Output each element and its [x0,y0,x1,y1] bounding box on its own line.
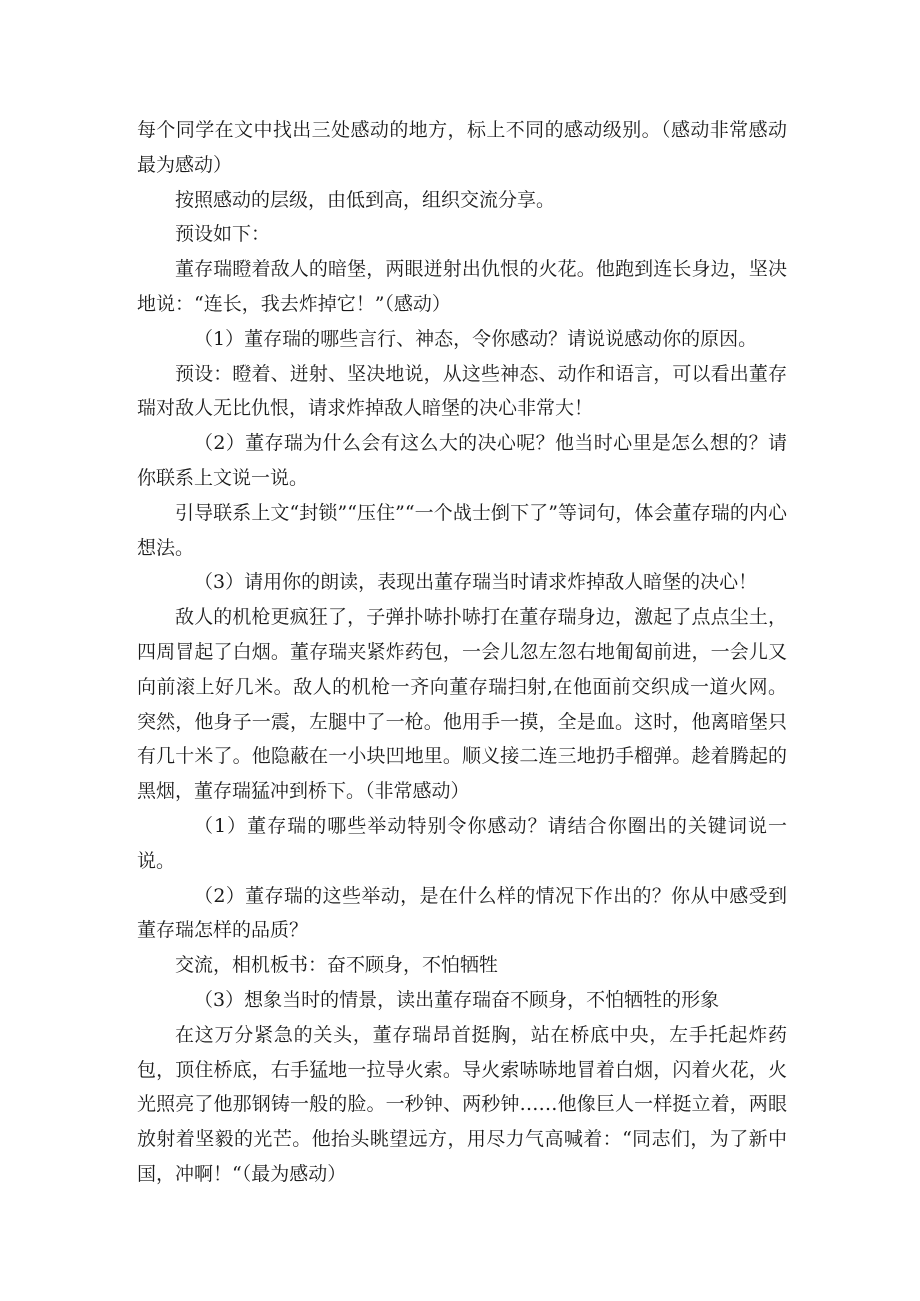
paragraph-excerpt-2: 敌人的机枪更疯狂了，子弹扑哧扑哧打在董存瑞身边，激起了点点尘土，四周冒起了白烟。董存瑞夹紧炸药包，一会儿忽左忽右地匍匐前进，一会儿又向前滚上好几米。敌人的机枪一齐向董存瑞扫射,在他面前交织成一道火网。突然，他身子一震，左腿中了一枪。他用手一摸，全是血。这时，他离暗堡只有几十米了。他隐蔽在一小块凹地里。顺义接二连三地扔手榴弹。趁着腾起的黑烟，董存瑞猛冲到桥下。（非常感动） [137,606,787,803]
document-body [137,113,787,1192]
question-1-3: （3）请用你的朗读，表现出董存瑞当时请求炸掉敌人暗堡的决心！ [194,571,758,594]
paragraph-instruction: 每个同学在文中找出三处感动的地方，标上不同的感动级别。（感动非常感动最为感动） [137,119,787,176]
paragraph-preset-heading: 预设如下： [175,223,271,246]
paragraph-sharing-order: 按照感动的层级，由低到高，组织交流分享。 [175,188,556,211]
question-1-2: （2）董存瑞为什么会有这么大的决心呢？他当时心里是怎么想的？请你联系上文说一说。 [137,432,787,489]
paragraph-blackboard: 交流，相机板书：奋不顾身，不怕牺牲 [175,954,499,977]
paragraph-excerpt-1: 董存瑞瞪着敌人的暗堡，两眼迸射出仇恨的火花。他跑到连长身边，坚决地说：“连长，我去炸掉它！”（感动） [137,258,787,315]
paragraph-excerpt-3: 在这万分紧急的关头，董存瑞昂首挺胸，站在桥底中央，左手托起炸药包，顶住桥底，右手猛地一拉导火索。导火索哧哧地冒着白烟，闪着火花，火光照亮了他那钢铸一般的脸。一秒钟、两秒钟……他像巨人一样挺立着，两眼放射着坚毅的光芒。他抬头眺望远方，用尽力气高喊着：“同志们，为了新中国，冲啊！“（最为感动） [137,1023,787,1185]
question-1-1: （1）董存瑞的哪些言行、神态，令你感动？请说说感动你的原因。 [194,327,758,350]
question-2-1: （1）董存瑞的哪些举动特别令你感动？请结合你圈出的关键词说一说。 [137,814,787,872]
question-2-2: （2）董存瑞的这些举动，是在什么样的情况下作出的？你从中感受到董存瑞怎样的品质？ [137,884,787,942]
paragraph-preset-answer: 预设：瞪着、迸射、坚决地说，从这些神态、动作和语言，可以看出董存瑞对敌人无比仇恨，请求炸掉敌人暗堡的决心非常大！ [137,362,787,420]
paragraph-guidance: 引导联系上文“封锁”“压住”“一个战士倒下了”等词句，体会董存瑞的内心想法。 [137,501,787,559]
question-2-3: （3）想象当时的情景，读出董存瑞奋不顾身，不怕牺牲的形象 [194,988,720,1011]
